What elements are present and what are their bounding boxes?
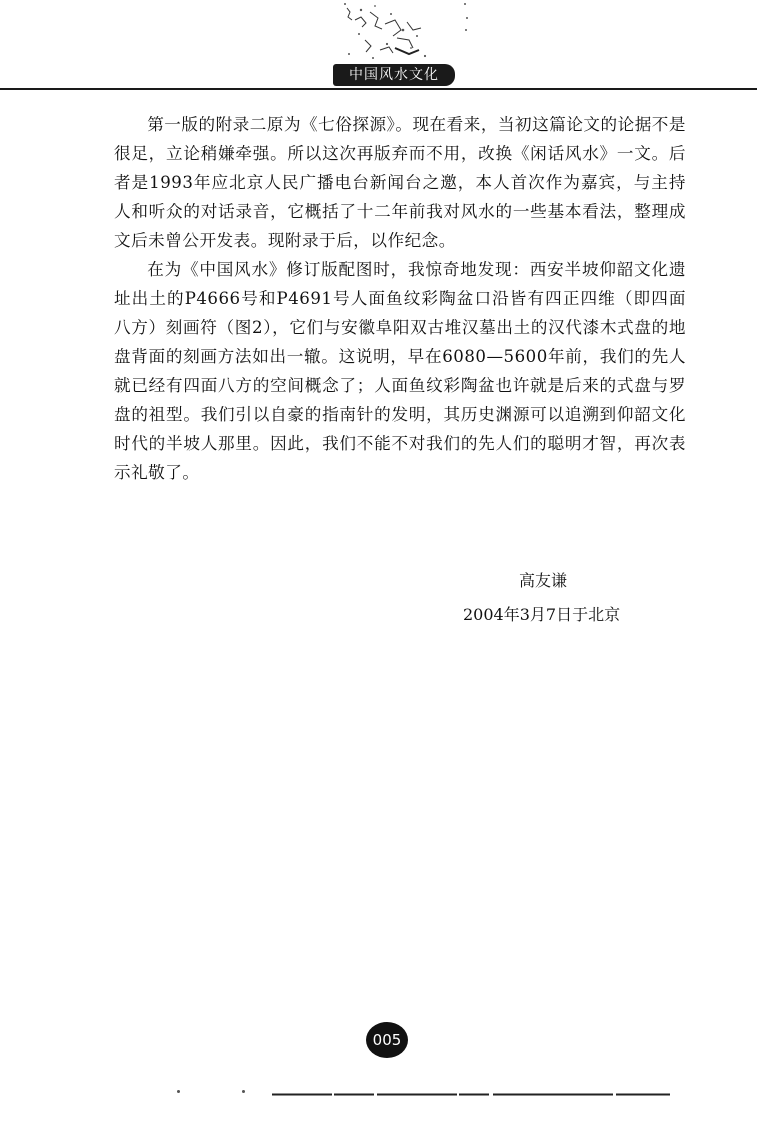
body-text bbox=[114, 110, 686, 487]
page-number-badge: 005 bbox=[366, 1022, 408, 1058]
signature-date-place: 2004年3月7日于北京 bbox=[463, 605, 621, 624]
footer-divider bbox=[272, 1093, 670, 1096]
header-divider bbox=[0, 88, 757, 90]
paragraph-2: 在为《中国风水》修订版配图时，我惊奇地发现：西安半坡仰韶文化遗址出土的P4666号和P4691号人面鱼纹彩陶盆口沿皆有四正四维（即四面八方）刻画符（图2），它们与安徽阜阳双古堆汉墓出土的汉代漆木式盘的地盘背面的刻画方法如出一辙。这说明，早在6080—5600年前，我们的先人就已经有四面八方的空间概念了；人面鱼纹彩陶盆也许就是后来的式盘与罗盘的祖型。我们引以自豪的指南针的发明，其历史渊源可以追溯到仰韶文化时代的半坡人那里。因此，我们不能不对我们的先人们的聪明才智，再次表示礼敬了。 bbox=[114, 260, 686, 482]
footer-dot bbox=[242, 1090, 245, 1093]
author-signature: 高友谦 bbox=[519, 571, 568, 590]
footer-dot bbox=[177, 1090, 180, 1093]
paragraph-1: 第一版的附录二原为《七俗探源》。现在看来，当初这篇论文的论据不是很足，立论稍嫌牵强。所以这次再版弃而不用，改换《闲话风水》一文。后者是1993年应北京人民广播电台新闻台之邀，本人首次作为嘉宾，与主持人和听众的对话录音，它概括了十二年前我对风水的一些基本看法，整理成文后未曾公开发表。现附录于后，以作纪念。 bbox=[114, 115, 686, 250]
header-section-label: 中国风水文化 bbox=[333, 64, 455, 86]
